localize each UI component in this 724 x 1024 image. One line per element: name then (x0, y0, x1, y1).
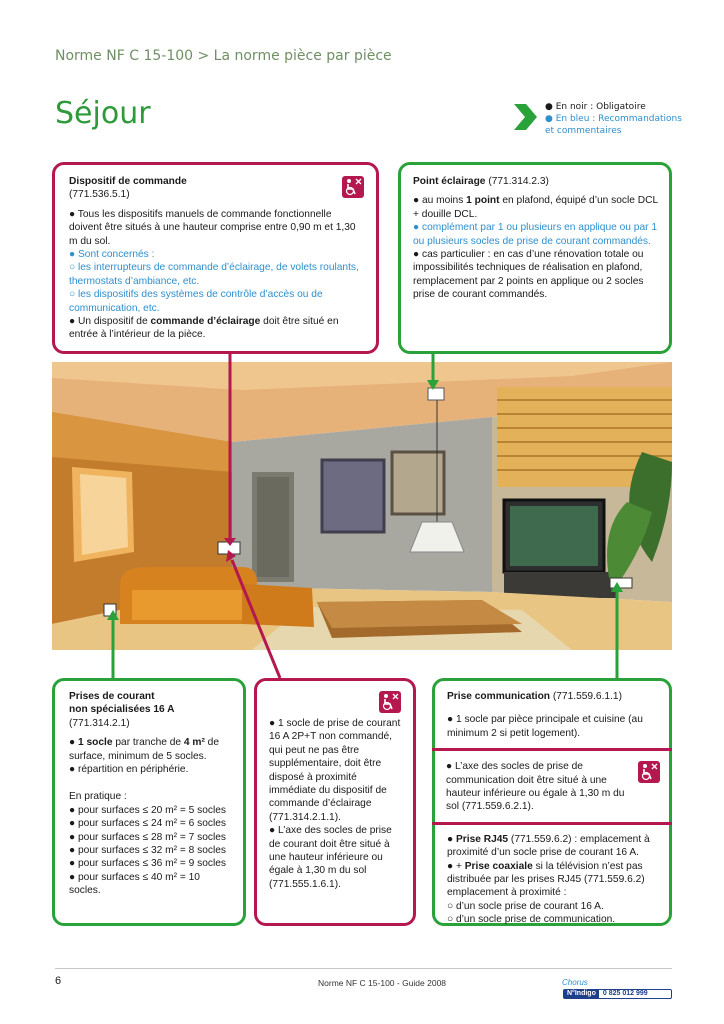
breadcrumb: Norme NF C 15-100 > La norme pièce par pièce (55, 48, 392, 64)
footer-divider (55, 968, 672, 969)
accessibility-icon (379, 691, 401, 713)
list-item: ● pour surfaces ≤ 20 m² = 5 socles (69, 804, 226, 816)
chevron-right-icon (512, 102, 538, 132)
living-room-illustration (52, 362, 672, 650)
indigo-tag: N°Indigo (564, 990, 599, 998)
box-point-eclairage (398, 162, 672, 354)
box-recommendation: ● complément par 1 ou plusieurs en applique ou par 1 ou plusieurs socles de prise de courant commandés. (413, 222, 658, 247)
box-recommendation: ○ les dispositifs des systèmes de contrôle d’accès ou de communication, etc. (69, 289, 323, 314)
box-paragraph: ● Tous les dispositifs manuels de commande fonctionnelle doivent être situés à une hauteur comprise entre 0,90 m et 1,30 m du sol. (69, 208, 356, 247)
accessibility-icon (638, 761, 660, 783)
box-paragraph: ● 1 socle par pièce principale et cuisine (au minimum 2 si petit logement). (447, 714, 643, 739)
box-ref: (771.536.5.1) (69, 189, 130, 201)
box-ref: (771.314.2.3) (485, 176, 549, 187)
list-item: ● pour surfaces ≤ 28 m² = 7 socles (69, 831, 226, 843)
box-paragraph: En pratique : (69, 791, 127, 803)
box-prises-courant (52, 678, 246, 926)
box-paragraph: ● répartition en périphérie. (69, 764, 189, 776)
indigo-phone-badge (563, 989, 672, 999)
box-dispositif-commande (52, 162, 379, 354)
box-axe-hauteur (432, 748, 672, 825)
accessibility-icon (342, 176, 364, 198)
box-ref: (771.314.2.1) (69, 717, 130, 729)
brand-logo: Chorus (562, 978, 588, 987)
page-title: Séjour (55, 96, 151, 131)
box-paragraph: ● au moins 1 point en plafond, équipé d’un socle DCL + douille DCL. (413, 195, 658, 220)
legend-recommended: ● En bleu : Recommandations (545, 114, 682, 124)
box-title: Dispositif de commande (69, 176, 187, 187)
list-item: ● pour surfaces ≤ 36 m² = 9 socles (69, 858, 226, 870)
list-item: ● pour surfaces ≤ 40 m² = 10 socles. (69, 871, 200, 897)
box-paragraph: ● L’axe des socles de prise de courant doit être situé à une hauteur inférieure ou égale à 1,30 m du sol (771.555.1.6.1). (269, 825, 392, 890)
box-socle-prise (254, 678, 416, 926)
list-item: ● pour surfaces ≤ 24 m² = 6 socles (69, 818, 226, 830)
color-legend (545, 101, 682, 137)
box-recommendation: ○ les interrupteurs de commande d’éclairage, de volets roulants, thermostats d’ambiance, etc. (69, 262, 359, 287)
list-item: ○ d’un socle prise de communication. (447, 914, 616, 926)
box-paragraph: ● + Prise coaxiale si la télévision n’est pas distribuée par les prises RJ45 (771.559.6.2) emplacement à proximité : (447, 860, 645, 899)
box-title: Point éclairage (413, 176, 486, 187)
list-item: ● pour surfaces ≤ 32 m² = 8 socles (69, 845, 226, 857)
box-title: Prises de courant (69, 691, 155, 702)
box-title: Prise communication (447, 691, 551, 702)
box-title: non spécialisées 16 A (69, 704, 175, 716)
list-item: ○ d’un socle prise de courant 16 A. (447, 900, 604, 912)
page-number: 6 (55, 975, 62, 987)
box-prise-communication (432, 678, 672, 926)
box-paragraph: ● Prise RJ45 (771.559.6.2) : emplacement à proximité d’un socle prise de courant 16 A. (447, 833, 650, 859)
legend-recommended-cont: et commentaires (545, 126, 622, 136)
box-recommendation: ● Sont concernés : (69, 249, 155, 261)
legend-mandatory: ● En noir : Obligatoire (545, 102, 646, 112)
box-paragraph: ● 1 socle par tranche de 4 m² de surface, minimum de 5 socles. (69, 737, 220, 762)
box-paragraph: ● 1 socle de prise de courant 16 A 2P+T non commandé, qui peut ne pas être supplémentaire, doit être disposé à proximité immédiate du dispositif de commande d’éclairage (771.314.2.1.1). (269, 718, 401, 823)
box-paragraph: ● Un dispositif de commande d’éclairage doit être situé en entrée à l’intérieur de la pièce. (69, 316, 339, 341)
footer-text: Norme NF C 15-100 - Guide 2008 (318, 978, 447, 988)
indigo-number: 0 825 012 999 (602, 990, 648, 997)
box-paragraph: ● L’axe des socles de prise de communication doit être situé à une hauteur inférieure ou égale à 1,30 m du sol (771.559.6.2.1). (446, 761, 625, 813)
box-ref: (771.559.6.1.1) (550, 691, 622, 702)
box-paragraph: ● cas particulier : en cas d’une rénovation totale ou impossibilités techniques de réalisation en plafond, remplacement par 2 points en applique ou 2 socles prise de courant commandés. (413, 249, 644, 301)
